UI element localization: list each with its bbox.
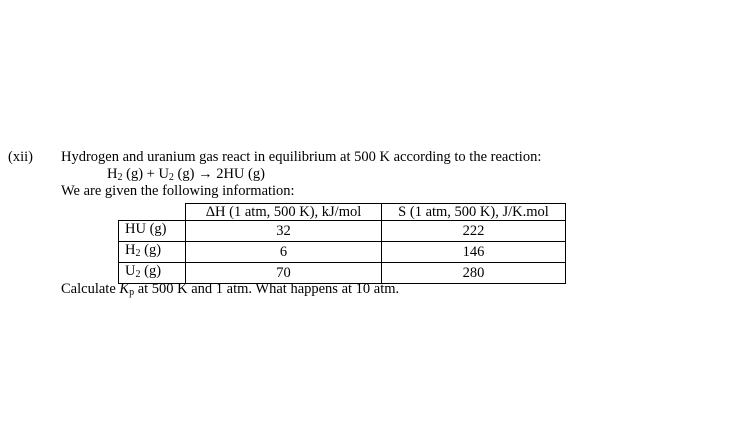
reactant-hydrogen-subscript: 2 <box>117 172 123 183</box>
question-number: (xii) <box>8 149 33 165</box>
kp-subscript: p <box>129 287 135 298</box>
species-cell: $H_2$ (g) <box>119 242 186 263</box>
table-header-row <box>119 204 566 221</box>
enthalpy-header: ΔH (1 atm, 500 K), kJ/mol <box>186 204 382 221</box>
given-info-text: We are given the following information: <box>61 183 295 199</box>
species-cell: HU (g) <box>119 221 186 242</box>
kp-symbol: K <box>119 281 130 297</box>
question-intro: Hydrogen and uranium gas react in equilibrium at 500 K according to the reaction: <box>61 149 542 165</box>
reactant-uranium-subscript: 2 <box>168 172 174 183</box>
table-corner-cell <box>119 204 186 221</box>
enthalpy-value: 70 <box>186 263 382 284</box>
enthalpy-value: 32 <box>186 221 382 242</box>
table-row <box>119 221 566 242</box>
species-cell: $U_2$ (g) <box>119 263 186 284</box>
enthalpy-value: 6 <box>186 242 382 263</box>
entropy-value: 280 <box>382 263 566 284</box>
entropy-value: 146 <box>382 242 566 263</box>
reaction-middle: (g) + U <box>122 166 169 182</box>
entropy-value: 222 <box>382 221 566 242</box>
thermo-data-table <box>118 203 566 284</box>
reactant-hydrogen: H <box>107 166 118 182</box>
table-row <box>119 242 566 263</box>
calculate-instruction: Calculate $K_p$ at 500 K and 1 atm. What happens at 10 atm. <box>61 281 400 298</box>
entropy-header: S (1 atm, 500 K), J/K.mol <box>382 204 566 221</box>
reaction-end: (g) → 2HU (g) <box>173 166 265 182</box>
